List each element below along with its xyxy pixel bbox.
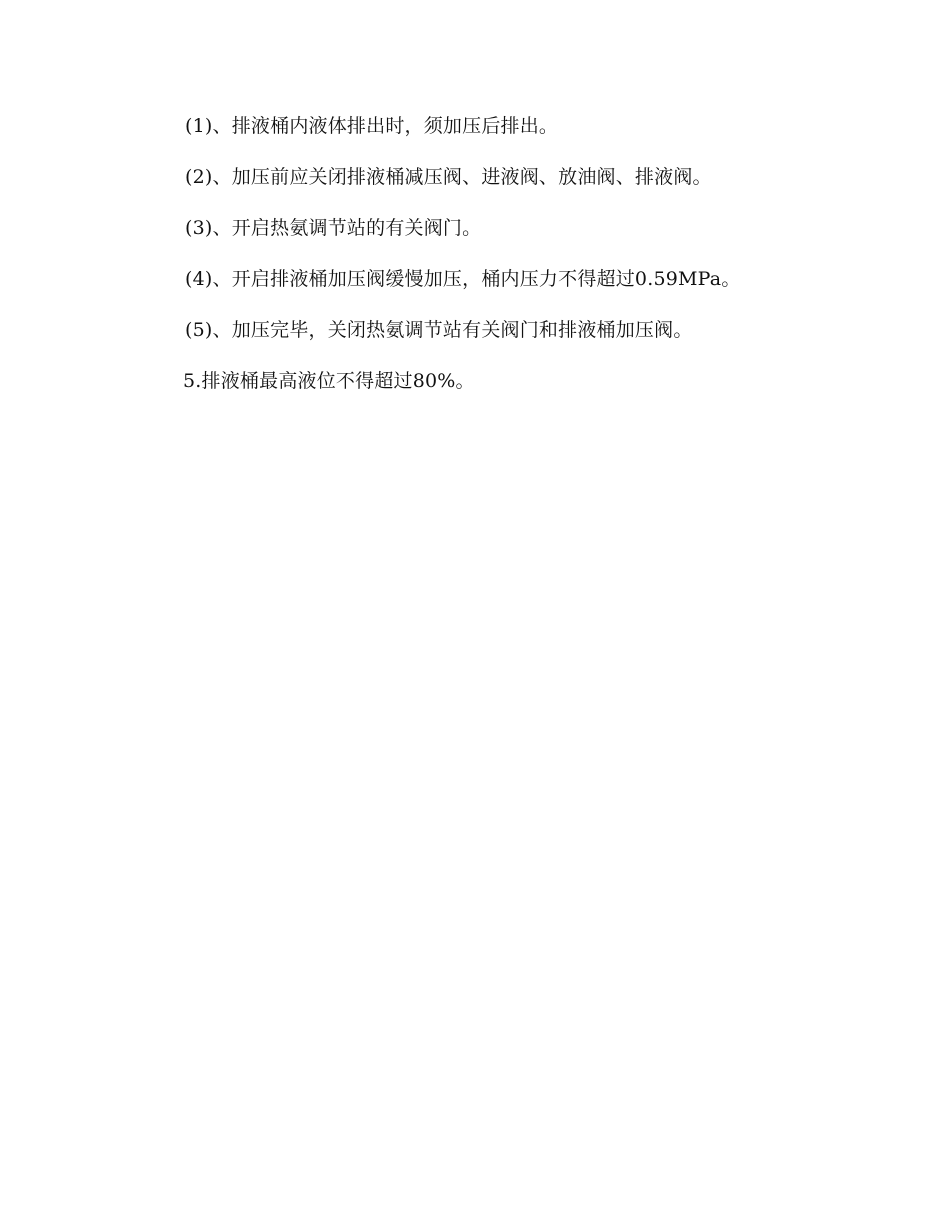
text-line-2: (2)、加压前应关闭排液桶减压阀、进液阀、放油阀、排液阀。: [185, 166, 712, 188]
text-line-4: (4)、开启排液桶加压阀缓慢加压，桶内压力不得超过0.59MPa。: [185, 268, 741, 290]
text-line-3: (3)、开启热氨调节站的有关阀门。: [185, 217, 482, 239]
text-line-5: (5)、加压完毕，关闭热氨调节站有关阀门和排液桶加压阀。: [185, 319, 693, 341]
text-line-1: (1)、排液桶内液体排出时，须加压后排出。: [185, 115, 559, 137]
document-body: [185, 112, 865, 395]
text-line-6: 5.排液桶最高液位不得超过80%。: [183, 370, 475, 392]
